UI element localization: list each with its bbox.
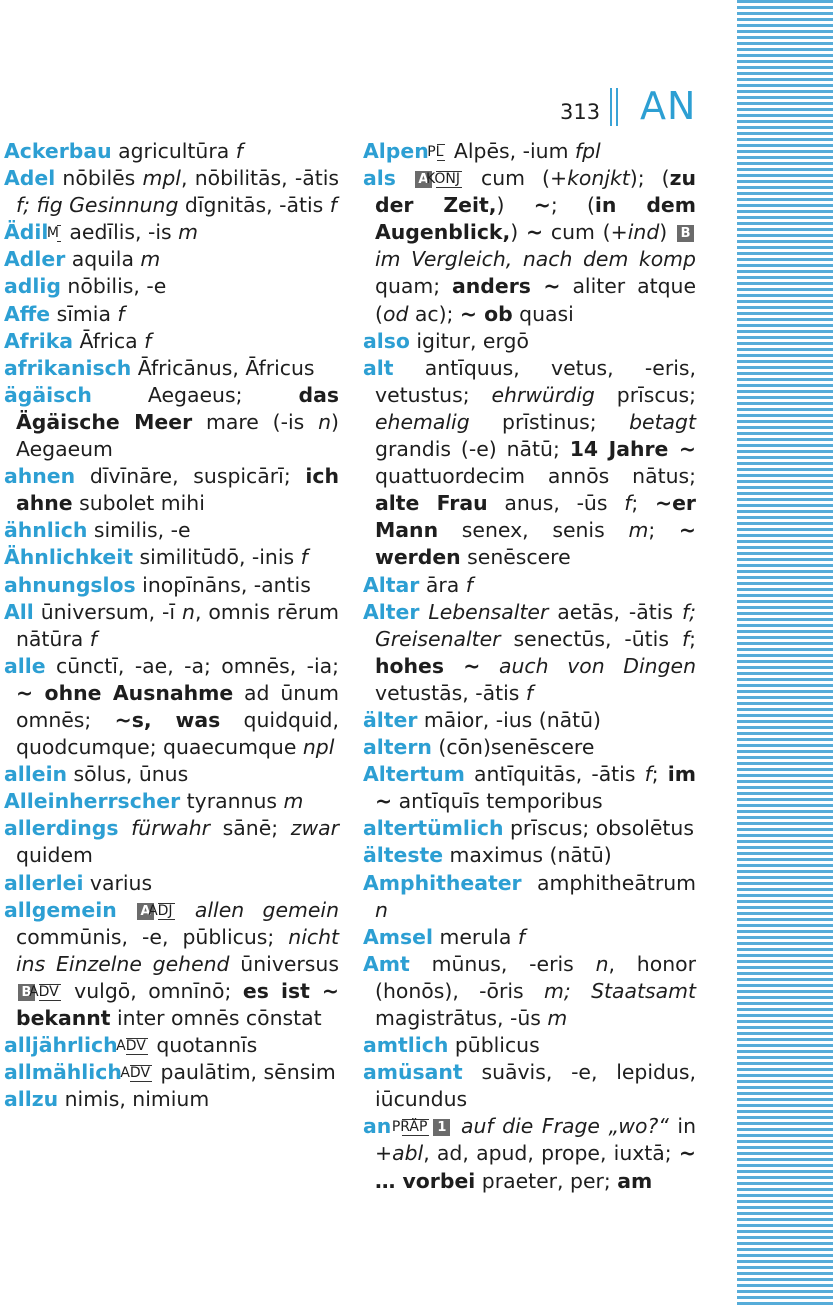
entry-altertum: [363, 761, 696, 815]
entry-text: similis, -e: [87, 518, 191, 543]
entry-italic: f: [89, 626, 97, 651]
entry-alpen: [363, 138, 696, 165]
entry-adlig: [4, 273, 339, 300]
entry-text: sānē;: [210, 816, 291, 841]
page-header: [560, 84, 730, 130]
entry-italic: f: [644, 762, 652, 787]
entry-italic: n: [182, 599, 195, 624]
entry-altar: [363, 572, 696, 599]
entry-headword: Ackerbau: [4, 139, 112, 163]
entry-headword: Affe: [4, 301, 51, 326]
double-bar-icon: [610, 88, 618, 126]
entry-amt: [363, 951, 696, 1032]
entry-als: [363, 165, 696, 328]
entry-afrikanisch: [4, 355, 339, 382]
entry-headword: allmählich: [4, 1060, 122, 1085]
entry-text: magistrātus, -ūs: [375, 1006, 548, 1030]
entry-italic: n: [318, 409, 332, 434]
entry-adler: [4, 246, 339, 273]
entry-aedil: [4, 219, 339, 246]
entry-italic: auf die Frage „wo?“: [452, 1114, 669, 1139]
entry-text: praeter, per;: [475, 1168, 618, 1193]
entry-text: grandis (-e) nātū;: [375, 437, 570, 462]
entry-italic: f: [465, 572, 473, 597]
left-column: [4, 138, 339, 1113]
entry-text: mare (-is: [192, 409, 319, 434]
entry-adel: [4, 165, 339, 219]
entry-text: nōbilis, -e: [60, 274, 167, 299]
entry-text: ) Aegaeum: [16, 409, 339, 462]
entry-headword: Adler: [4, 247, 66, 272]
entry-text: in: [668, 1114, 696, 1139]
entry-italic: n: [595, 951, 609, 976]
entry-text: sīmia: [50, 301, 118, 326]
entry-italic: zwar: [290, 816, 340, 841]
entry-bold: zu der Zeit,: [375, 166, 697, 218]
entry-bold: ~ ob: [459, 301, 513, 326]
entry-headword: ahnungslos: [4, 572, 136, 597]
entry-headword: afrikanisch: [4, 355, 132, 380]
entry-headword: älteste: [363, 843, 444, 868]
entry-bold: hohes ~: [375, 653, 481, 678]
entry-bold: ~: [533, 193, 551, 218]
entry-italic: nicht ins Einzelne gehend: [16, 924, 339, 976]
entry-italic: f: [681, 626, 690, 651]
entry-text: Aegaeus;: [91, 382, 299, 407]
entry-text: similitūdō, -inis: [132, 545, 301, 570]
entry-text: quotannīs: [149, 1033, 258, 1058]
entry-headword: All: [4, 599, 34, 624]
sense-marker: 1: [433, 1119, 450, 1136]
entry-headword: Alter: [363, 599, 420, 624]
entry-italic: fürwahr: [131, 816, 211, 841]
entry-text: inter omnēs cōnstat: [110, 1006, 322, 1030]
entry-text: ;: [631, 491, 656, 516]
entry-italic: m; Staatsamt: [544, 978, 696, 1003]
entry-italic: f: [300, 545, 308, 570]
entry-aelter: [363, 707, 696, 734]
entry-alt: [363, 355, 696, 572]
entry-italic: n: [375, 897, 388, 922]
entry-italic: f; fig Gesinnung: [16, 193, 179, 218]
entry-italic: m: [547, 1006, 568, 1030]
entry-italic: f: [525, 680, 534, 705]
entry-text: pūblicus: [448, 1033, 540, 1058]
entry-text: nimis, nimium: [58, 1087, 210, 1112]
entry-text: dīgnitās, -ātis: [178, 193, 330, 218]
grammar-tag: ADV: [116, 1038, 146, 1055]
right-column: [363, 138, 696, 1195]
entry-amtlich: [363, 1032, 696, 1059]
side-stripe: [737, 0, 833, 1306]
entry-text: māior, -ius (nātū): [417, 707, 602, 732]
entry-bold: ~: [525, 220, 544, 245]
entry-italic: m: [140, 247, 161, 272]
entry-headword: ägäisch: [4, 382, 92, 407]
entry-headword: allein: [4, 762, 68, 787]
entry-also: [363, 328, 696, 355]
entry-headword: allerlei: [4, 870, 84, 895]
entry-text: maximus (nātū): [443, 843, 612, 868]
entry-headword: amtlich: [363, 1033, 449, 1058]
entry-amphitheater: [363, 870, 696, 924]
entry-ahnen: [4, 463, 339, 517]
entry-italic: auch von Dingen: [480, 653, 696, 678]
entry-bold: in dem Augenblick,: [375, 193, 696, 245]
entry-headword: Adel: [4, 166, 56, 191]
entry-alljaehrlich: [4, 1032, 339, 1059]
sense-marker: B: [18, 984, 35, 1001]
entry-text: aedīlis, -is: [62, 220, 179, 245]
entry-text: āra: [419, 572, 466, 597]
entry-ahnungslos: [4, 572, 339, 599]
entry-alter: [363, 599, 696, 707]
entry-text: quattuordecim annōs nātus;: [375, 464, 696, 489]
grammar-tag: ADV: [120, 1065, 151, 1082]
entry-bold: ~s, was: [114, 707, 221, 732]
grammar-tag: ADV: [29, 983, 59, 1000]
entry-text: senectūs, -ūtis: [500, 626, 682, 651]
entry-italic: allen gemein: [176, 897, 339, 922]
entry-text: ;: [651, 762, 668, 787]
entry-italic: Lebensalter: [419, 599, 549, 624]
entry-headword: Amsel: [363, 924, 433, 949]
entry-headword: alle: [4, 653, 46, 678]
entry-allein: [4, 761, 339, 788]
entry-text: paulātim, sēnsim: [154, 1060, 336, 1085]
entry-text: senēscere: [460, 545, 571, 570]
entry-text: antīquus, vetus, -eris, vetustus;: [375, 355, 696, 407]
entry-text: [118, 816, 131, 840]
grammar-tag: KONJ: [425, 171, 460, 188]
sense-marker: A: [137, 903, 154, 920]
entry-text: , ad, apud, prope, iuxtā;: [423, 1141, 679, 1166]
entry-headword: an: [363, 1114, 392, 1139]
entry-text: ad ūnum omnēs;: [16, 680, 339, 732]
entry-headword: ähnlich: [4, 518, 88, 543]
entry-italic: +konjkt: [550, 166, 630, 191]
entry-headword: älter: [363, 707, 418, 732]
entry-text: ;: [689, 626, 696, 651]
entry-headword: Ädil: [4, 220, 49, 245]
entry-text: nōbilēs: [55, 166, 143, 191]
entry-amsel: [363, 924, 696, 951]
entry-text: aetās, -ātis: [548, 599, 682, 624]
entry-text: ): [510, 220, 526, 245]
entry-headword: alt: [363, 355, 394, 380]
entry-bold: am: [617, 1168, 653, 1193]
entry-headword: Altar: [363, 572, 420, 597]
entry-text: ac);: [408, 301, 460, 326]
entry-bold: ~er Mann: [375, 491, 696, 543]
entry-text: Alpēs, -ium: [447, 139, 575, 163]
entry-text: inopīnāns, -antis: [135, 572, 311, 597]
entry-italic: im Vergleich, nach dem komp: [375, 247, 696, 272]
entry-bold: es ist ~ bekannt: [16, 978, 340, 1030]
entry-italic: f: [517, 924, 526, 949]
entry-text: cum (: [543, 220, 611, 245]
entry-text: ); (: [629, 166, 670, 191]
entry-altern: [363, 734, 696, 761]
entry-italic: f: [624, 491, 632, 516]
entry-text: quidem: [16, 843, 93, 868]
entry-headword: Afrika: [4, 328, 74, 353]
entry-headword: Altertum: [363, 762, 465, 787]
entry-text: ūniversum, -ī: [33, 599, 183, 624]
entry-text: aquila: [65, 247, 141, 272]
entry-text: vulgō, omnīnō;: [62, 978, 243, 1003]
entry-text: senex, senis: [438, 518, 629, 543]
entry-text: prīscus;: [594, 382, 696, 407]
grammar-tag: PRÄP: [391, 1119, 428, 1136]
entry-alle: [4, 653, 339, 761]
entry-text: agricultūra: [111, 139, 236, 163]
entry-text: tyrannus: [180, 789, 284, 814]
entry-italic: f; Greisenalter: [375, 599, 697, 651]
entry-text: quidquid, quodcumque; quaecumque: [16, 707, 339, 760]
entry-text: , honor (honōs), -ōris: [375, 951, 696, 1003]
entry-italic: +abl: [375, 1141, 424, 1166]
entry-text: Āfricānus, Āfricus: [131, 355, 315, 380]
entry-text: cūnctī, -ae, -a; omnēs, -ia;: [45, 653, 339, 678]
entry-headword: altern: [363, 735, 432, 760]
entry-text: aliter atque (: [375, 274, 696, 326]
entry-text: prīscus; obsolētus: [503, 816, 694, 841]
entry-text: anus, -ūs: [487, 491, 625, 516]
entry-alleinherrscher: [4, 788, 339, 815]
entry-text: cum (: [463, 166, 551, 191]
entry-text: vetustās, -ātis: [375, 680, 526, 705]
entry-aehnlichkeit: [4, 544, 339, 571]
entry-bold: anders ~: [452, 274, 561, 299]
entry-headword: Ähnlichkeit: [4, 545, 133, 570]
entry-text: (cōn)senēscere: [431, 735, 595, 760]
entry-headword: Amt: [363, 951, 410, 976]
entry-text: quasi: [512, 301, 574, 326]
entry-italic: m: [283, 789, 304, 814]
entry-text: sōlus, ūnus: [67, 762, 189, 787]
entry-italic: f: [144, 328, 152, 353]
entry-afrika: [4, 328, 339, 355]
sense-marker: A: [415, 171, 432, 188]
entry-affe: [4, 301, 339, 328]
entry-allerlei: [4, 870, 339, 897]
entry-italic: f: [235, 139, 243, 163]
entry-text: igitur, ergō: [409, 328, 529, 353]
entry-an: [363, 1113, 696, 1194]
entry-italic: +ind: [610, 220, 660, 245]
entry-bold: ~ … vorbei: [375, 1141, 696, 1193]
entry-bold: das Ägäische Meer: [16, 382, 339, 434]
entry-headword: ahnen: [4, 464, 76, 489]
entry-italic: fpl: [574, 139, 601, 163]
sense-marker: B: [677, 225, 694, 242]
entry-altertuemlich: [363, 815, 696, 842]
entry-text: ): [496, 193, 534, 218]
entry-italic: m: [628, 518, 649, 543]
entry-text: suāvis, -e, lepidus, iūcundus: [375, 1060, 696, 1112]
entry-headword: allzu: [4, 1087, 59, 1112]
entry-headword: also: [363, 328, 410, 353]
entry-headword: Alpen: [363, 139, 429, 163]
entry-text: commūnis, -e, pūblicus;: [16, 924, 289, 949]
entry-headword: adlig: [4, 274, 61, 299]
entry-italic: ehemalig: [375, 409, 470, 434]
entry-allmaehlich: [4, 1059, 339, 1086]
entry-headword: amüsant: [363, 1060, 463, 1085]
entry-allgemein: [4, 897, 339, 1032]
entry-italic: betagt: [629, 409, 696, 434]
entry-aehnlich: [4, 517, 339, 544]
entry-text: dīvīnāre, suspicārī;: [75, 464, 306, 489]
entry-all: [4, 599, 339, 653]
entry-text: , nōbilitās, -ātis: [180, 166, 339, 191]
entry-bold: 14 Jahre ~: [569, 437, 696, 462]
entry-headword: altertümlich: [363, 816, 504, 841]
page-number: 313: [560, 100, 601, 124]
entry-bold: im ~: [375, 762, 696, 814]
entry-text: amphitheātrum: [521, 870, 696, 895]
entry-text: varius: [83, 870, 153, 895]
entry-bold: ~ werden: [375, 518, 696, 570]
entry-text: prīstinus;: [469, 409, 630, 434]
entry-text: antīquīs temporibus: [392, 789, 603, 814]
section-headword: AN: [640, 84, 697, 128]
entry-text: subolet mihi: [72, 491, 205, 516]
entry-ackerbau: [4, 138, 339, 165]
entry-headword: Amphitheater: [363, 870, 522, 895]
entry-italic: m: [178, 220, 198, 245]
entry-italic: npl: [302, 735, 335, 760]
entry-text: antīquitās, -ātis: [464, 762, 645, 787]
grammar-tag: ADJ: [148, 902, 173, 919]
entry-text: ): [659, 220, 676, 245]
entry-allzu: [4, 1086, 339, 1113]
entry-text: , omnis rērum nātūra: [16, 599, 339, 651]
entry-italic: mpl: [142, 166, 181, 191]
entry-allerdings: [4, 815, 339, 869]
entry-bold: ~ ohne Ausnahme: [16, 680, 234, 705]
entry-italic: f: [329, 193, 337, 218]
entry-aegaeisch: [4, 382, 339, 463]
entry-headword: Alleinherrscher: [4, 789, 181, 814]
entry-headword: allerdings: [4, 816, 119, 841]
entry-italic: f: [117, 301, 125, 326]
entry-headword: allgemein: [4, 897, 117, 922]
entry-bold: ich ahne: [16, 464, 339, 516]
entry-italic: od: [382, 301, 409, 326]
entry-headword: als: [363, 166, 396, 191]
entry-text: mūnus, -eris: [409, 951, 596, 976]
entry-text: ūniversus: [229, 951, 339, 976]
entry-amuesant: [363, 1059, 696, 1113]
entry-bold: alte Frau: [375, 491, 488, 516]
entry-italic: ehrwürdig: [491, 382, 595, 407]
grammar-tag: M: [46, 225, 59, 242]
entry-aelteste: [363, 842, 696, 869]
entry-headword: alljährlich: [4, 1033, 118, 1058]
entry-text: Āfrica: [73, 328, 145, 353]
entry-text: ; (: [550, 193, 595, 218]
entry-text: quam;: [375, 274, 453, 299]
entry-text: ;: [648, 518, 679, 543]
grammar-tag: PL: [427, 144, 444, 160]
entry-text: merula: [432, 924, 518, 949]
